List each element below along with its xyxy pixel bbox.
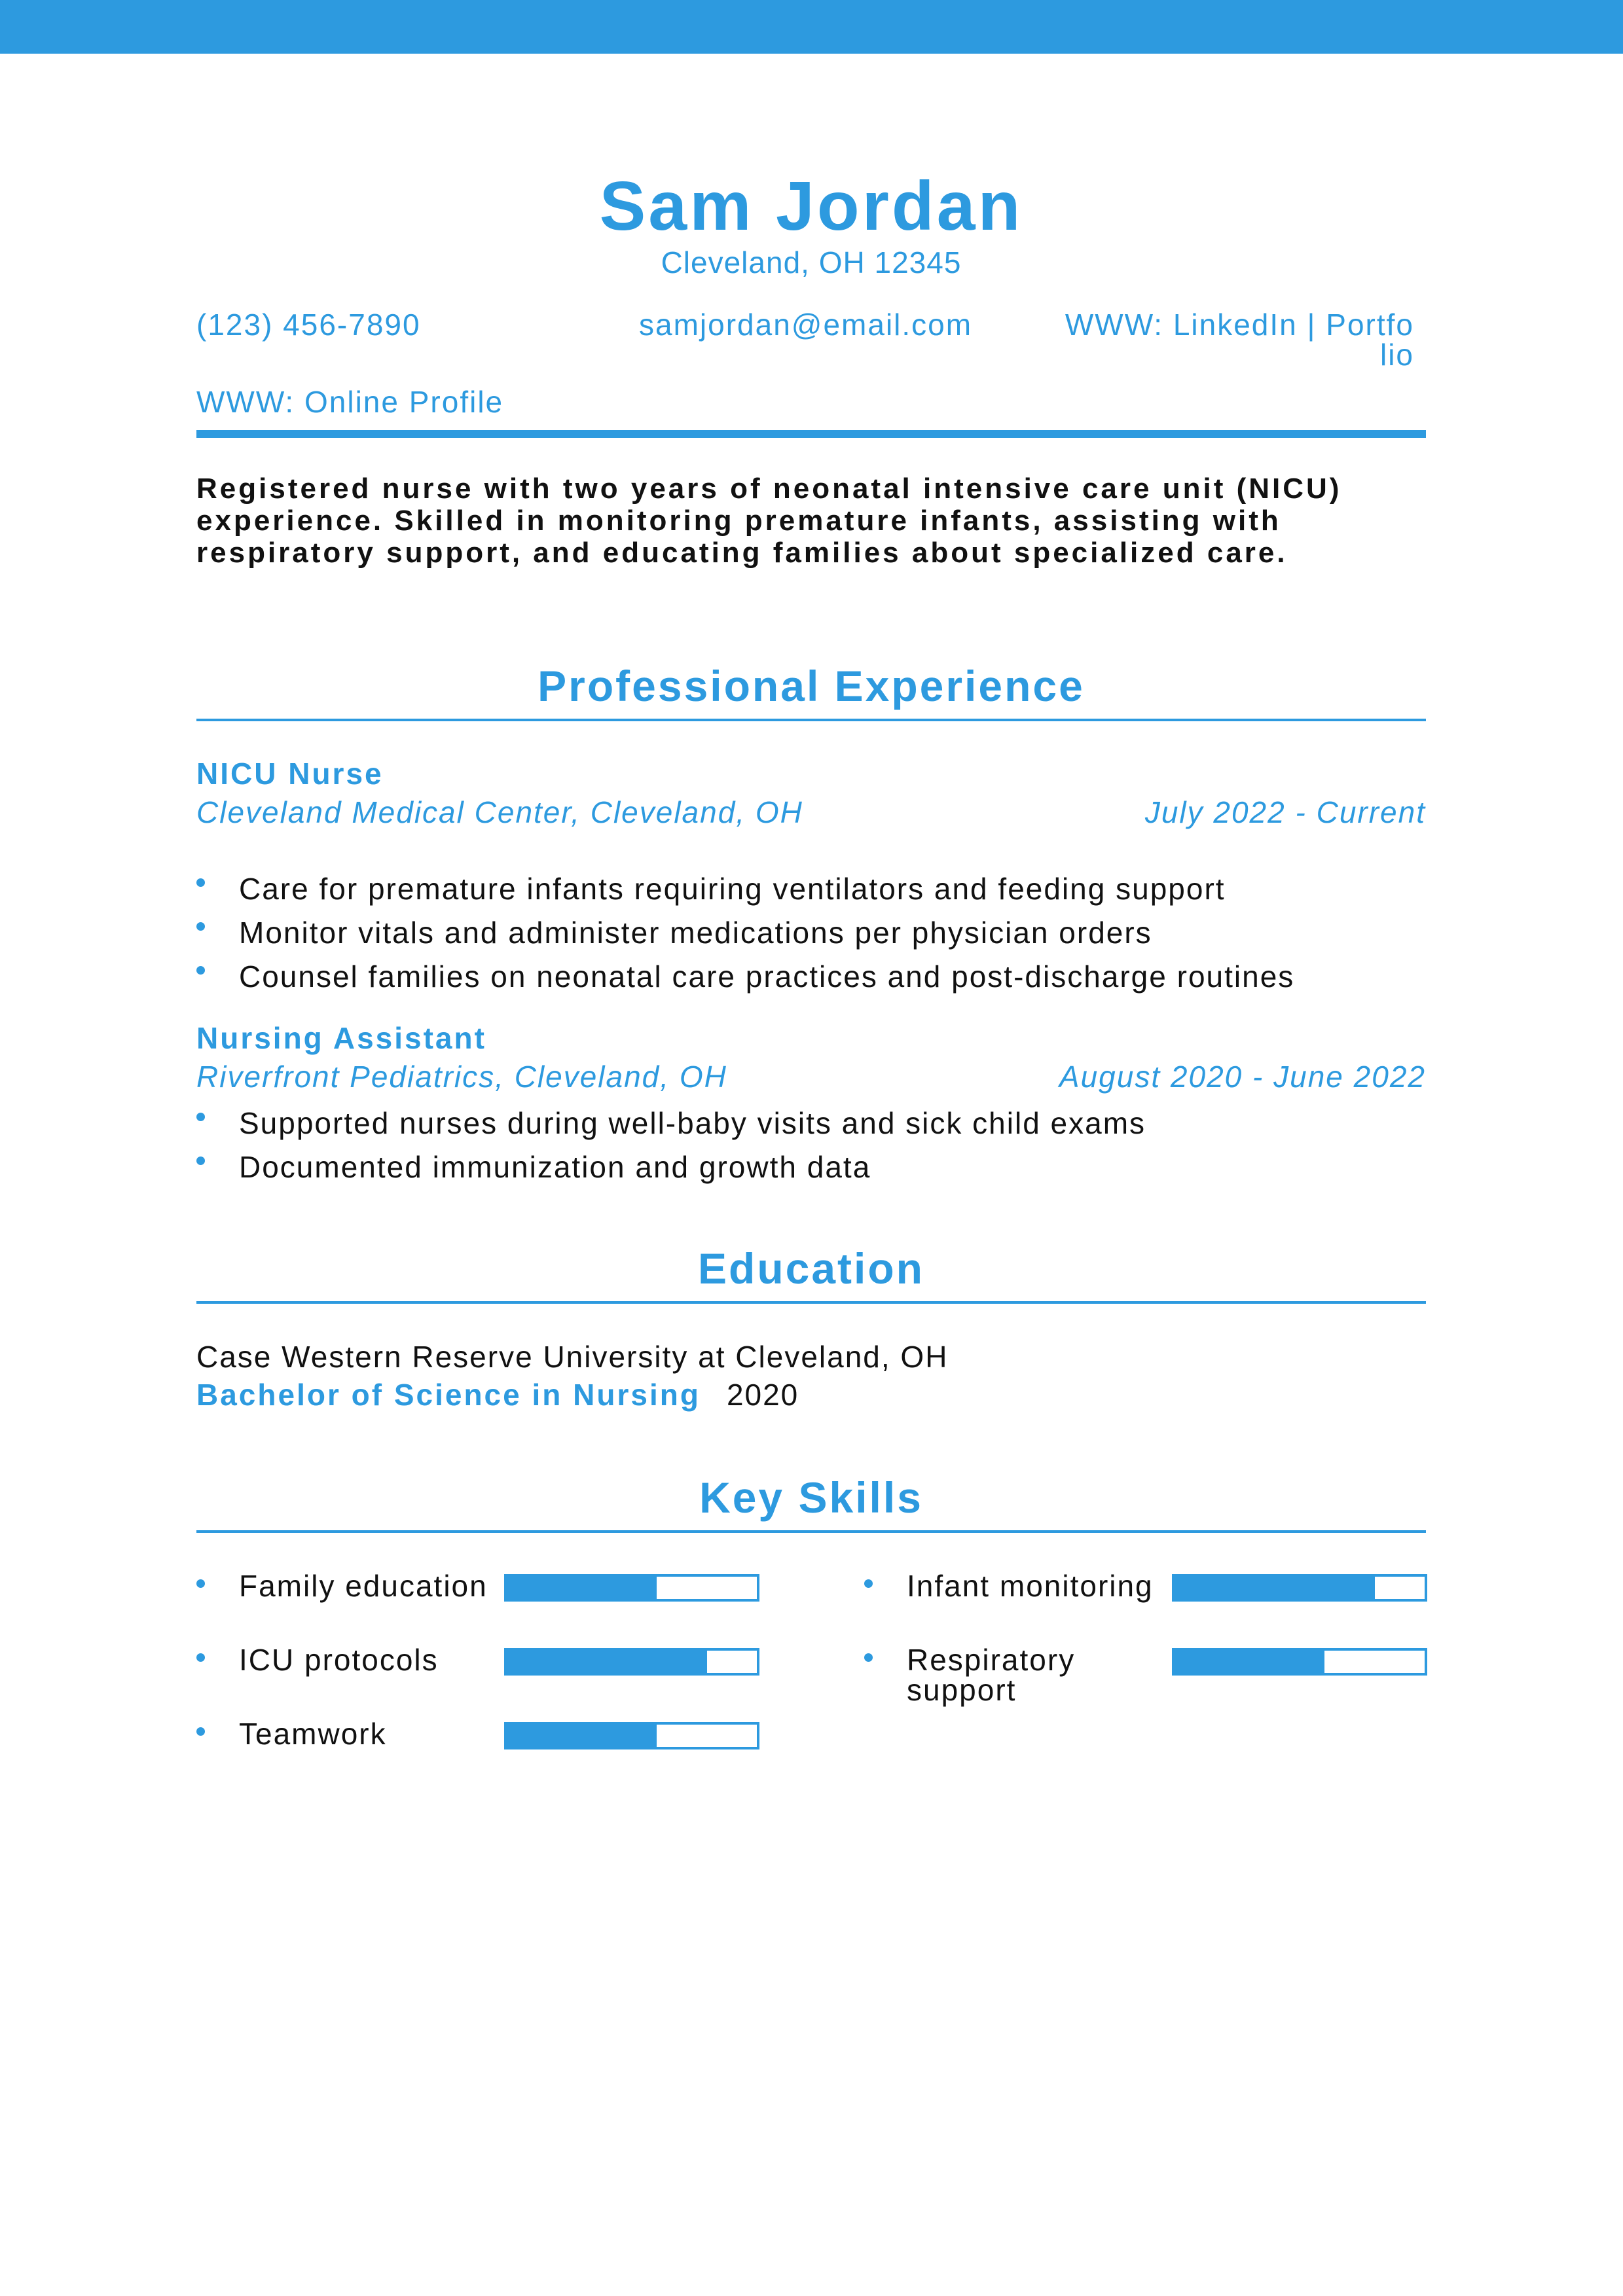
job-dates-2: August 2020 - June 2022 — [1059, 1060, 1426, 1094]
skills-heading: Key Skills — [699, 1473, 923, 1522]
list-item — [196, 1145, 1426, 1189]
bullet-dot-icon — [196, 922, 205, 931]
bullet-dot-icon — [196, 878, 205, 887]
list-item — [196, 955, 1426, 999]
linkedin-portfolio-link[interactable] — [1048, 310, 1414, 370]
skill-label: Family education — [239, 1569, 488, 1603]
job-title-2: Nursing Assistant — [196, 1021, 486, 1055]
education-degree: Bachelor of Science in Nursing — [196, 1378, 701, 1412]
links-line-1: WWW: LinkedIn | Portfo — [1065, 308, 1414, 342]
bullet-text: Documented immunization and growth data — [239, 1150, 871, 1184]
list-item — [196, 1102, 1426, 1145]
phone-number: (123) 456-7890 — [196, 308, 421, 342]
skill-level-bar — [1172, 1574, 1427, 1602]
list-item — [196, 911, 1426, 955]
skill-level-fill — [507, 1725, 657, 1747]
skill-item — [864, 1571, 1453, 1643]
skill-level-fill — [1175, 1651, 1324, 1673]
skill-level-fill — [507, 1651, 707, 1673]
education-divider — [196, 1301, 1426, 1304]
education-school: Case Western Reserve University at Cleveland, OH — [196, 1340, 949, 1374]
employer-1: Cleveland Medical Center, Cleveland, OH — [196, 795, 803, 829]
experience-divider — [196, 719, 1426, 721]
bullet-text: Care for premature infants requiring ventilators and feeding support — [239, 872, 1226, 906]
skill-level-fill — [1175, 1577, 1375, 1599]
skills-divider — [196, 1530, 1426, 1533]
skill-level-bar — [504, 1574, 759, 1602]
education-heading: Education — [697, 1244, 924, 1293]
candidate-address: Cleveland, OH 12345 — [661, 245, 962, 279]
employer-2: Riverfront Pediatrics, Cleveland, OH — [196, 1060, 727, 1094]
bullet-dot-icon — [196, 966, 205, 975]
skill-item — [864, 1645, 1453, 1717]
bullet-dot-icon — [196, 1727, 205, 1736]
job-title-1: NICU Nurse — [196, 757, 384, 791]
bullet-text: Supported nurses during well-baby visits and sick child exams — [239, 1106, 1146, 1140]
skill-label: Respiratory support — [907, 1643, 1076, 1707]
bullet-dot-icon — [196, 1157, 205, 1165]
education-year: 2020 — [726, 1378, 799, 1412]
education-degree-line — [196, 1376, 799, 1413]
skill-label: Infant monitoring — [907, 1569, 1154, 1603]
skill-level-bar — [504, 1722, 759, 1749]
list-item — [196, 867, 1426, 911]
bullet-dot-icon — [196, 1113, 205, 1121]
skill-level-fill — [507, 1577, 657, 1599]
skill-item — [196, 1571, 786, 1643]
experience-heading: Professional Experience — [538, 662, 1085, 710]
bullet-dot-icon — [864, 1579, 873, 1588]
bullet-text: Counsel families on neonatal care practices and post-discharge routines — [239, 960, 1295, 994]
skill-item — [196, 1645, 786, 1717]
skill-label: Teamwork — [239, 1717, 387, 1751]
online-profile-link[interactable]: WWW: Online Profile — [196, 385, 504, 419]
bullet-dot-icon — [196, 1653, 205, 1662]
job-1-bullets — [196, 867, 1426, 999]
skill-item — [196, 1719, 786, 1791]
skill-level-bar — [504, 1648, 759, 1676]
job-2-bullets — [196, 1102, 1426, 1189]
links-line-2: lio — [1379, 338, 1414, 372]
top-accent-band — [0, 0, 1623, 54]
skill-label: ICU protocols — [239, 1643, 439, 1677]
email-link[interactable]: samjordan@email.com — [639, 308, 973, 342]
bullet-text: Monitor vitals and administer medications per physician orders — [239, 916, 1152, 950]
bullet-dot-icon — [864, 1653, 873, 1662]
professional-summary: Registered nurse with two years of neonatal intensive care unit (NICU) experience. Skilled in monitoring premature infants, assisting with respiratory support, and educating families about specialized care. — [196, 473, 1342, 569]
header-divider — [196, 430, 1426, 438]
bullet-dot-icon — [196, 1579, 205, 1588]
job-dates-1: July 2022 - Current — [1144, 795, 1426, 829]
candidate-name: Sam Jordan — [599, 168, 1023, 245]
skill-level-bar — [1172, 1648, 1427, 1676]
